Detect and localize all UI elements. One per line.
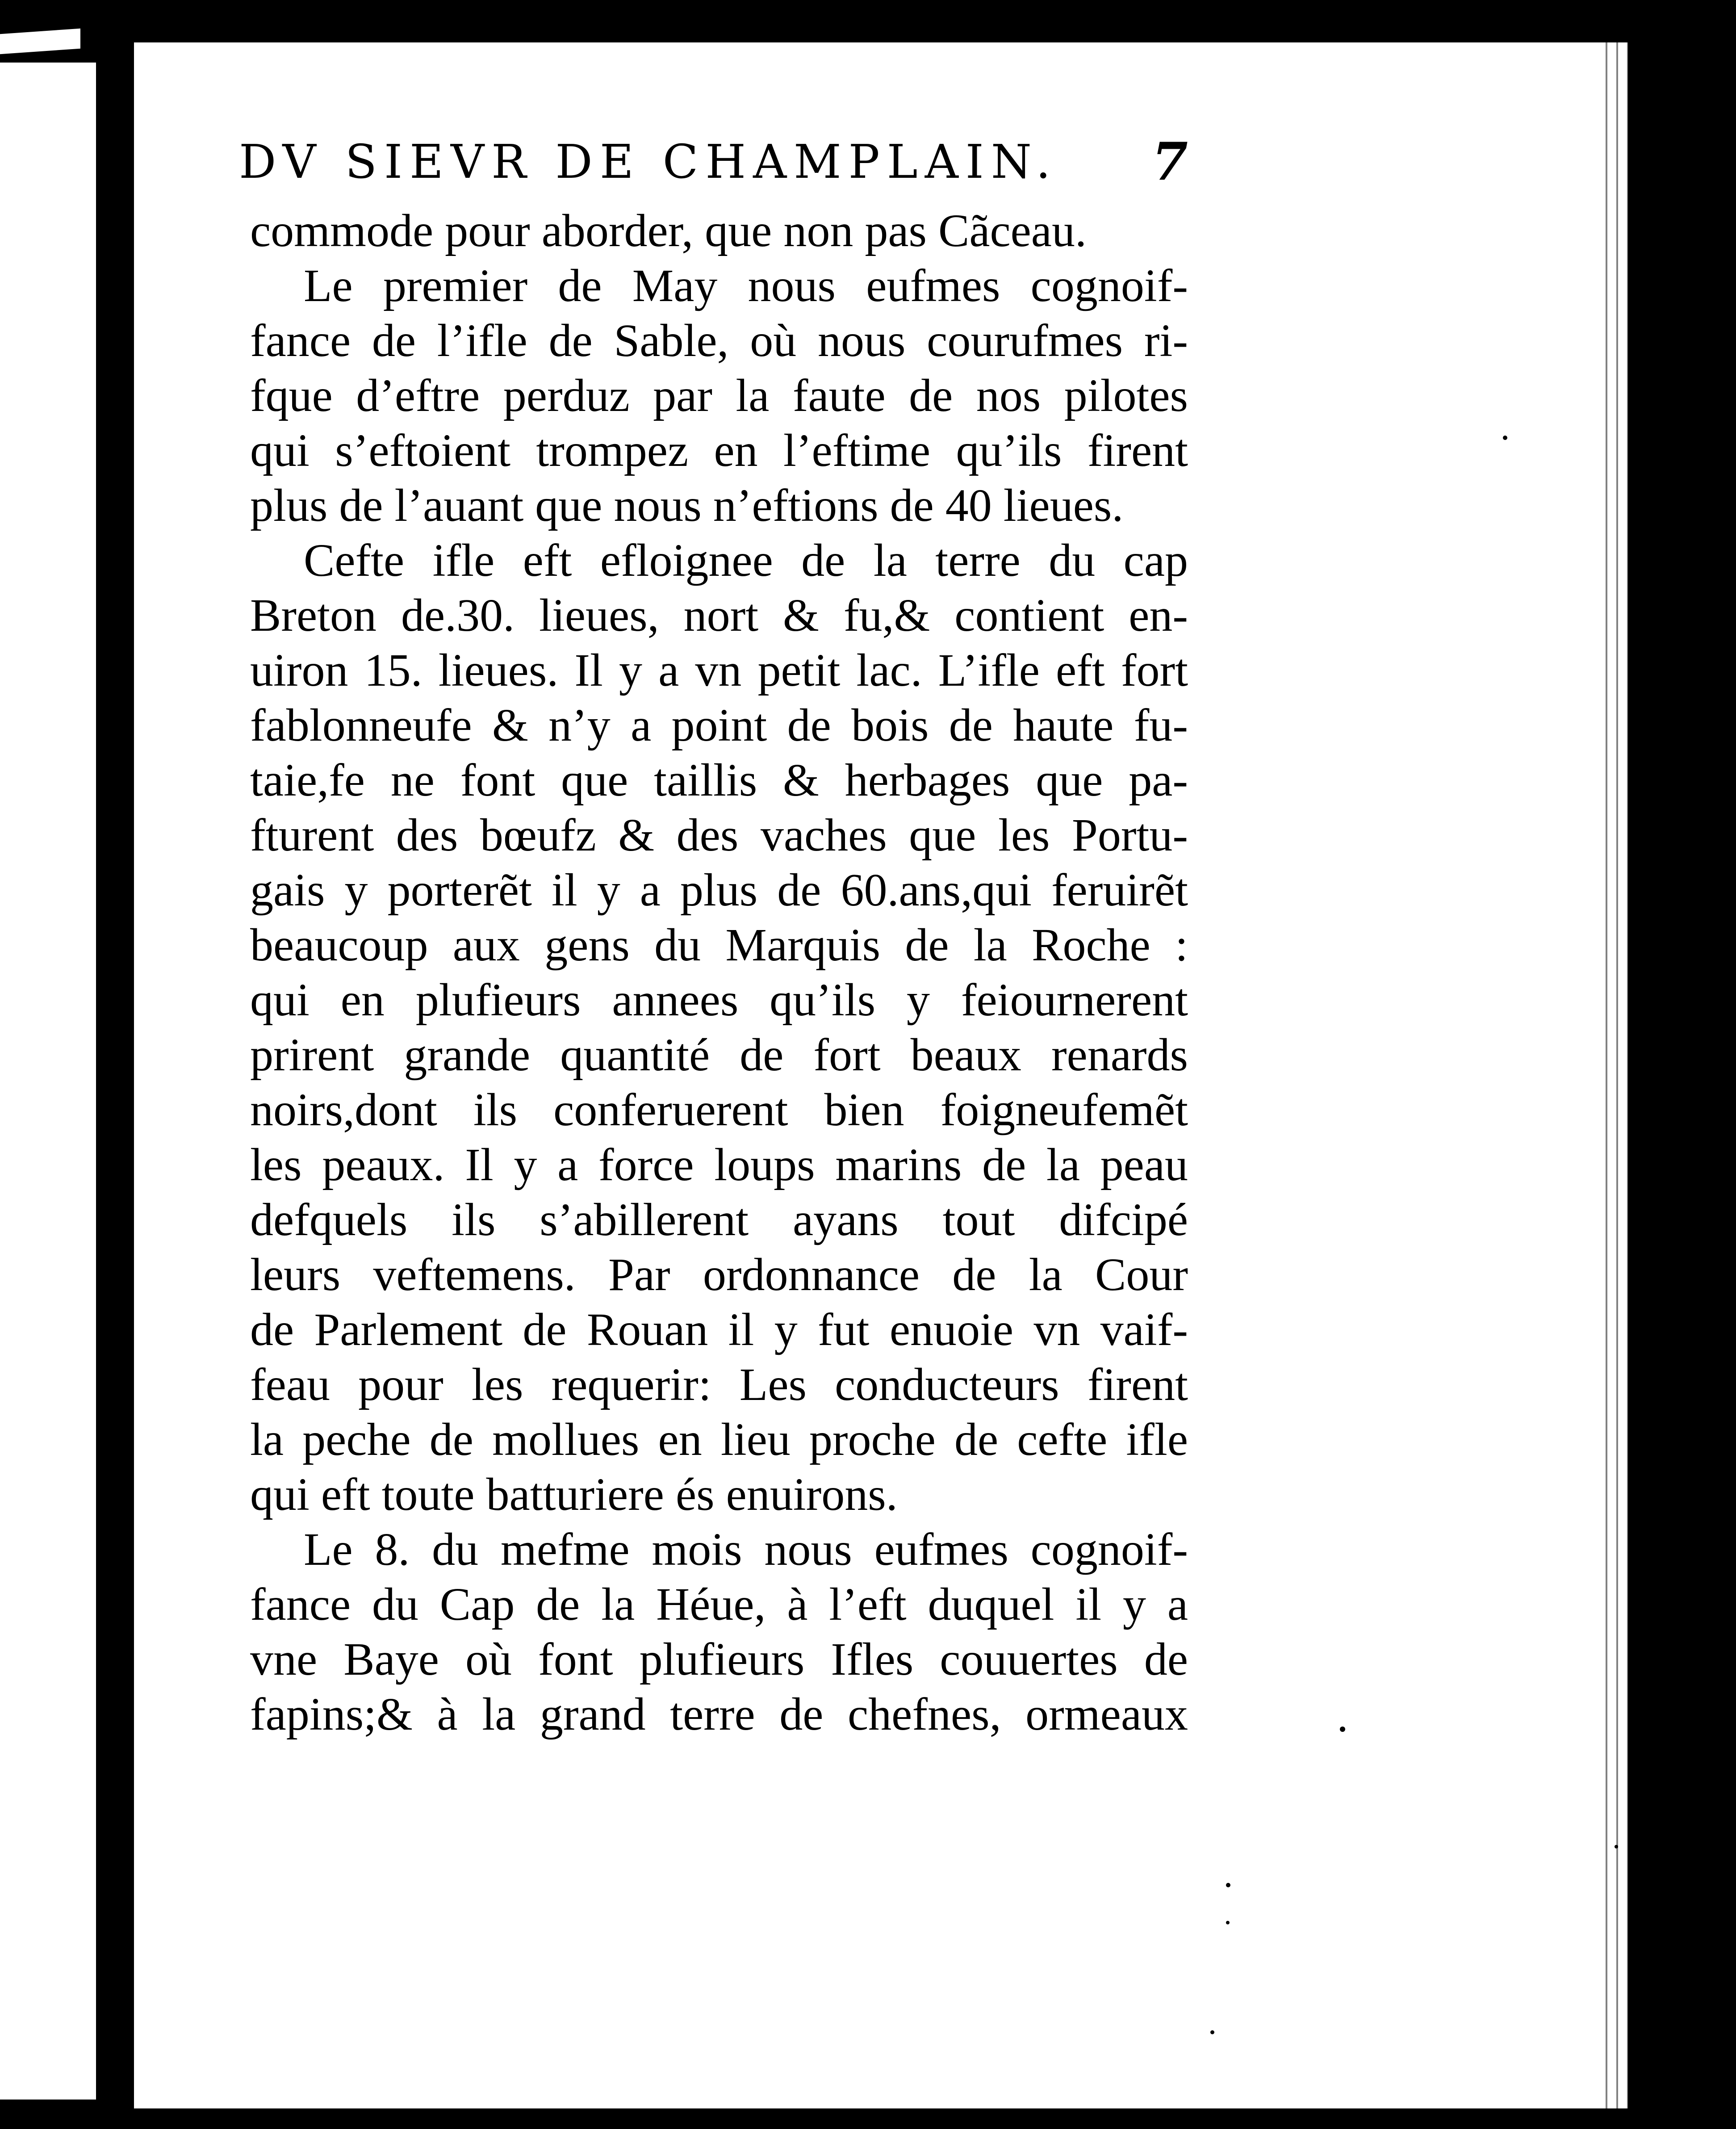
text-line: vne Baye où font plufieurs Ifles couuertes de — [250, 1634, 1188, 1685]
text-line: fance du Cap de la Héue, à l’eft duquel il y a — [250, 1579, 1188, 1630]
text-line: leurs veftemens. Par ordonnance de la Cour — [250, 1249, 1188, 1300]
text-line: Le 8. du mefme mois nous eufmes cognoif- — [304, 1524, 1188, 1575]
text-line: noirs,dont ils conferuerent bien foigneufemẽt — [250, 1084, 1188, 1136]
text-line: qui s’eftoient trompez en l’eftime qu’ils firent — [250, 425, 1188, 476]
text-line: qui eft toute batturiere és enuirons. — [250, 1469, 898, 1520]
text-line: de Parlement de Rouan il y fut enuoie vn vaif- — [250, 1304, 1188, 1355]
text-line: beaucoup aux gens du Marquis de la Roche : — [250, 919, 1188, 971]
ink-speck — [1503, 436, 1507, 440]
previous-page-corner — [0, 29, 80, 54]
text-line: gais y porterẽt il y a plus de 60.ans,qui feruirẽt — [250, 864, 1188, 916]
text-line: fturent des bœufz & des vaches que les Portu- — [250, 809, 1188, 861]
text-line: prirent grande quantité de fort beaux renards — [250, 1029, 1188, 1081]
ink-speck — [1210, 2030, 1214, 2034]
ink-speck — [1226, 1883, 1230, 1887]
text-line: fque d’eftre perduz par la faute de nos pilotes — [250, 370, 1188, 421]
running-head: DV SIEVR DE CHAMPLAIN. — [239, 134, 1058, 189]
text-line: fance de l’ifle de Sable, où nous courufmes ri- — [250, 315, 1188, 366]
ink-speck — [1340, 1727, 1345, 1732]
text-line: fapins;& à la grand terre de chefnes, ormeaux — [250, 1689, 1188, 1740]
text-line: fablonneufe & n’y a point de bois de haute fu- — [250, 700, 1188, 751]
body-text — [250, 203, 1188, 1742]
text-line: feau pour les requerir: Les conducteurs firent — [250, 1359, 1188, 1410]
previous-page-edge — [0, 63, 98, 2100]
text-line: Le premier de May nous eufmes cognoif- — [304, 260, 1188, 311]
text-line: les peaux. Il y a force loups marins de la peau — [250, 1139, 1188, 1190]
page-number: 7 — [1152, 131, 1188, 192]
text-line: la peche de mollues en lieu proche de cefte ifle — [250, 1414, 1188, 1465]
text-line: taie,fe ne font que taillis & herbages que pa- — [250, 754, 1188, 806]
text-line: defquels ils s’abillerent ayans tout difcipé — [250, 1194, 1188, 1245]
ink-speck — [1615, 1845, 1618, 1848]
page-fore-edge — [1601, 42, 1628, 2108]
text-line: commode pour aborder, que non pas Cãceau. — [250, 205, 1087, 256]
text-line: plus de l’auant que nous n’eftions de 40 lieues. — [250, 480, 1124, 531]
text-line: uiron 15. lieues. Il y a vn petit lac. L’ifle eft fort — [250, 645, 1188, 696]
text-line: Cefte ifle eft efloignee de la terre du cap — [304, 535, 1188, 586]
ink-speck — [1226, 1921, 1230, 1924]
text-line: Breton de.30. lieues, nort & fu,& contient en- — [250, 590, 1188, 641]
text-line: qui en plufieurs annees qu’ils y feiournerent — [250, 974, 1188, 1026]
